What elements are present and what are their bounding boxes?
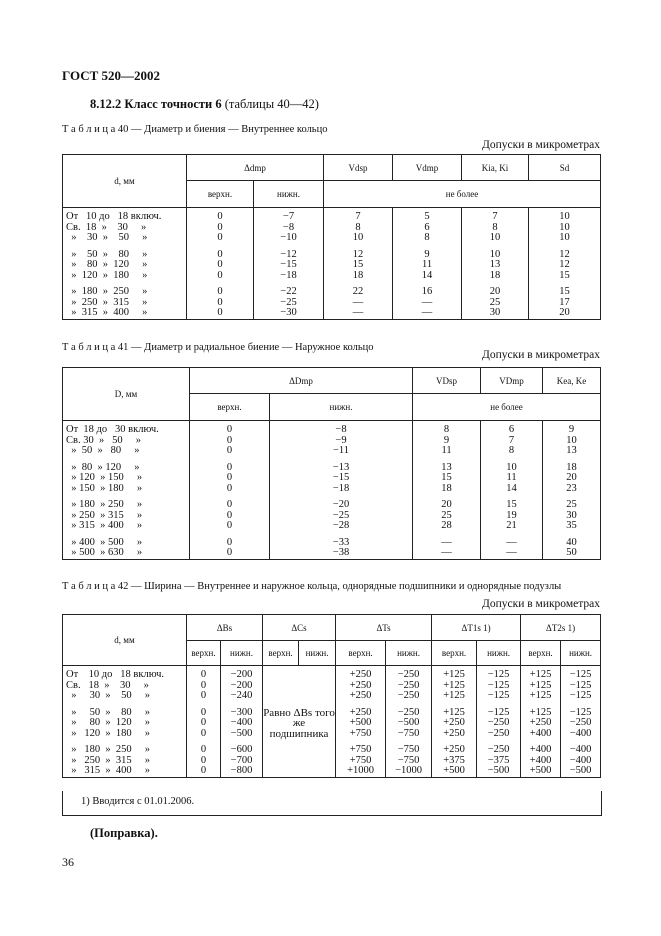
table-cell: +400 <box>521 739 561 756</box>
table-cell: −250 <box>386 666 432 681</box>
table-cell: 10 <box>529 223 601 234</box>
row-size-range: » 500 » 630 » <box>63 548 190 559</box>
row-size-range: От 10 до 18 включ. <box>63 666 187 681</box>
table-cell: −400 <box>561 756 601 767</box>
table-cell: 7 <box>481 436 543 447</box>
merged-cs-note: Равно ΔBs того же подшипника <box>263 666 336 778</box>
table-cell: −11 <box>270 446 413 457</box>
table-cell: 14 <box>481 484 543 495</box>
table-cell: −375 <box>477 756 521 767</box>
row-size-range: Св. 18 » 30 » <box>63 681 187 692</box>
table-cell: 0 <box>187 729 221 740</box>
table-cell: 16 <box>393 281 462 298</box>
table-cell: −125 <box>561 702 601 719</box>
table-cell: 0 <box>187 244 254 261</box>
table-cell: — <box>413 532 481 549</box>
table-41-tolerance-note: Допуски в микрометрах <box>482 349 600 361</box>
table-cell: +125 <box>432 691 477 702</box>
table-cell: 25 <box>543 494 601 511</box>
table-cell: −22 <box>254 281 324 298</box>
table-cell: 0 <box>187 739 221 756</box>
table-cell: 0 <box>187 308 254 319</box>
table-cell: +250 <box>336 681 386 692</box>
table-cell: −8 <box>254 223 324 234</box>
table-cell: −25 <box>270 511 413 522</box>
table-row <box>63 421 601 436</box>
table-cell: −125 <box>561 681 601 692</box>
row-size-range: » 50 » 80 » <box>63 446 190 457</box>
table-cell: +250 <box>521 718 561 729</box>
table-cell: −300 <box>221 702 263 719</box>
table-cell: 9 <box>393 244 462 261</box>
table-cell: 11 <box>393 260 462 271</box>
col-lower-header: нижн. <box>254 181 324 208</box>
table-row <box>63 244 601 261</box>
table-cell: 28 <box>413 521 481 532</box>
table-row <box>63 446 601 457</box>
table-row <box>63 208 601 223</box>
col-lower-header: нижн. <box>386 641 432 666</box>
table-row <box>63 436 601 447</box>
table-cell: −125 <box>477 681 521 692</box>
table-cell: +125 <box>521 681 561 692</box>
table-cell: 10 <box>462 244 529 261</box>
row-size-range: » 180 » 250 » <box>63 739 187 756</box>
col-lower-header: нижн. <box>477 641 521 666</box>
table-cell: −800 <box>221 766 263 777</box>
table-cell: 10 <box>529 208 601 223</box>
row-size-range: Св. 18 » 30 » <box>63 223 187 234</box>
row-size-range: » 50 » 80 » <box>63 702 187 719</box>
section-title <box>90 97 319 112</box>
table-cell: +125 <box>432 702 477 719</box>
table-cell: −18 <box>270 484 413 495</box>
col-upper-header: верхн. <box>187 181 254 208</box>
table-42 <box>62 614 601 778</box>
table-cell: −1000 <box>386 766 432 777</box>
table-cell: 20 <box>543 473 601 484</box>
row-size-range: » 315 » 400 » <box>63 308 187 319</box>
row-size-range: » 315 » 400 » <box>63 766 187 777</box>
row-size-range: » 180 » 250 » <box>63 281 187 298</box>
col-upper-header: верхн. <box>263 641 299 666</box>
table-cell: +250 <box>432 718 477 729</box>
table-cell: −250 <box>386 691 432 702</box>
table-cell: −500 <box>386 718 432 729</box>
table-cell: −125 <box>561 691 601 702</box>
col-lower-header: нижн. <box>221 641 263 666</box>
table-cell: 0 <box>187 702 221 719</box>
table-cell: 15 <box>481 494 543 511</box>
row-size-range: » 250 » 315 » <box>63 298 187 309</box>
row-size-range: » 120 » 180 » <box>63 271 187 282</box>
table-cell: 8 <box>413 421 481 436</box>
table-cell: −9 <box>270 436 413 447</box>
table-cell: 0 <box>187 208 254 223</box>
table-cell: 35 <box>543 521 601 532</box>
table-cell: −38 <box>270 548 413 559</box>
col-sd-header: Sd <box>529 155 601 181</box>
table-row <box>63 494 601 511</box>
table-cell: +750 <box>336 739 386 756</box>
table-cell: 20 <box>413 494 481 511</box>
table-cell: +1000 <box>336 766 386 777</box>
table-cell: 19 <box>481 511 543 522</box>
row-size-range: » 250 » 315 » <box>63 511 190 522</box>
table-cell: +250 <box>336 666 386 681</box>
table-cell: 8 <box>393 233 462 244</box>
col-kea-header: Kea, Ke <box>543 368 601 394</box>
row-size-range: » 80 » 120 » <box>63 457 190 474</box>
table-41 <box>62 367 601 560</box>
table-40-caption: Т а б л и ц а 40 — Диаметр и биения — Внутреннее кольцо <box>62 124 328 135</box>
table-cell: −250 <box>477 739 521 756</box>
table-cell: 8 <box>462 223 529 234</box>
col-VDmp-header: VDmp <box>481 368 543 394</box>
table-cell: 10 <box>543 436 601 447</box>
table-cell: 12 <box>529 244 601 261</box>
table-cell: −15 <box>270 473 413 484</box>
col-delta-bs-header: ΔBs <box>187 615 263 641</box>
table-cell: 11 <box>481 473 543 484</box>
table-cell: 8 <box>324 223 393 234</box>
table-cell: — <box>324 298 393 309</box>
col-upper-header: верхн. <box>187 641 221 666</box>
table-cell: −250 <box>386 681 432 692</box>
table-row <box>63 532 601 549</box>
table-cell: −25 <box>254 298 324 309</box>
table-cell: — <box>324 308 393 319</box>
col-delta-ts-header: ΔTs <box>336 615 432 641</box>
table-cell: 9 <box>543 421 601 436</box>
table-cell: 0 <box>187 271 254 282</box>
table-cell: 10 <box>462 233 529 244</box>
table-cell: +500 <box>521 766 561 777</box>
table-cell: −750 <box>386 739 432 756</box>
table-cell: 0 <box>190 548 270 559</box>
table-cell: — <box>413 548 481 559</box>
table-cell: 0 <box>190 436 270 447</box>
col-VDsp-header: VDsp <box>413 368 481 394</box>
table-cell: 6 <box>393 223 462 234</box>
row-size-range: » 30 » 50 » <box>63 691 187 702</box>
table-cell: 0 <box>190 521 270 532</box>
table-cell: −12 <box>254 244 324 261</box>
table-cell: 30 <box>462 308 529 319</box>
table-cell: 8 <box>481 446 543 457</box>
table-cell: +250 <box>336 691 386 702</box>
table-cell: 10 <box>324 233 393 244</box>
table-40-tolerance-note: Допуски в микрометрах <box>482 139 600 151</box>
table-cell: −500 <box>561 766 601 777</box>
table-cell: 20 <box>529 308 601 319</box>
table-cell: +500 <box>432 766 477 777</box>
row-size-range: » 250 » 315 » <box>63 756 187 767</box>
table-cell: 0 <box>190 446 270 457</box>
table-row <box>63 260 601 271</box>
col-lower-header: нижн. <box>270 394 413 421</box>
table-cell: — <box>481 548 543 559</box>
table-cell: −200 <box>221 681 263 692</box>
table-cell: +250 <box>432 739 477 756</box>
table-cell: −15 <box>254 260 324 271</box>
row-size-range: » 80 » 120 » <box>63 260 187 271</box>
table-cell: 12 <box>529 260 601 271</box>
col-lower-header: нижн. <box>299 641 336 666</box>
table-cell: 18 <box>462 271 529 282</box>
table-cell: +400 <box>521 756 561 767</box>
row-size-range: » 80 » 120 » <box>63 718 187 729</box>
col-upper-header: верхн. <box>336 641 386 666</box>
table-cell: 0 <box>187 756 221 767</box>
table-cell: 15 <box>324 260 393 271</box>
page-number: 36 <box>62 855 74 869</box>
correction-note: (Поправка). <box>90 826 158 840</box>
table-row <box>63 473 601 484</box>
table-cell: 0 <box>187 233 254 244</box>
table-41-caption: Т а б л и ц а 41 — Диаметр и радиальное биение — Наружное кольцо <box>62 342 374 353</box>
table-cell: 22 <box>324 281 393 298</box>
table-40 <box>62 154 601 320</box>
table-cell: 10 <box>481 457 543 474</box>
table-cell: 0 <box>187 766 221 777</box>
row-size-range: » 150 » 180 » <box>63 484 190 495</box>
table-cell: 13 <box>543 446 601 457</box>
table-cell: 0 <box>187 718 221 729</box>
col-d-header: d, мм <box>63 615 187 666</box>
table-cell: 0 <box>190 473 270 484</box>
table-cell: 0 <box>190 421 270 436</box>
table-row <box>63 271 601 282</box>
row-size-range: » 30 » 50 » <box>63 233 187 244</box>
table-cell: 10 <box>529 233 601 244</box>
col-delta-t2s-header: ΔT2s 1) <box>521 615 601 641</box>
table-cell: 0 <box>187 281 254 298</box>
table-cell: −20 <box>270 494 413 511</box>
table-row <box>63 457 601 474</box>
table-cell: +125 <box>432 666 477 681</box>
row-size-range: От 10 до 18 включ. <box>63 208 187 223</box>
table-cell: 0 <box>187 666 221 681</box>
table-cell: +250 <box>336 702 386 719</box>
col-lower-header: нижн. <box>561 641 601 666</box>
table-cell: +125 <box>432 681 477 692</box>
col-delta-t1s-header: ΔT1s 1) <box>432 615 521 641</box>
table-cell: 14 <box>393 271 462 282</box>
table-42-tolerance-note: Допуски в микрометрах <box>482 598 600 610</box>
col-kia-header: Kia, Ki <box>462 155 529 181</box>
table-cell: 30 <box>543 511 601 522</box>
table-cell: — <box>393 308 462 319</box>
section-number-title: 8.12.2 Класс точности 6 <box>90 97 222 111</box>
table-cell: +125 <box>521 666 561 681</box>
col-nomore-header: не более <box>324 181 601 208</box>
col-D-header: D, мм <box>63 368 190 421</box>
footnote-text: 1) Вводится с 01.01.2006. <box>81 796 195 807</box>
table-cell: −125 <box>477 702 521 719</box>
table-cell: 23 <box>543 484 601 495</box>
table-row <box>63 233 601 244</box>
table-cell: +125 <box>521 691 561 702</box>
table-cell: 5 <box>393 208 462 223</box>
table-cell: 17 <box>529 298 601 309</box>
col-delta-Dmp-header: ΔDmp <box>190 368 413 394</box>
table-cell: 7 <box>324 208 393 223</box>
table-cell: −10 <box>254 233 324 244</box>
table-cell: −600 <box>221 739 263 756</box>
table-cell: 0 <box>190 457 270 474</box>
col-upper-header: верхн. <box>432 641 477 666</box>
table-cell: +750 <box>336 756 386 767</box>
col-upper-header: верхн. <box>521 641 561 666</box>
table-cell: 7 <box>462 208 529 223</box>
table-row <box>63 484 601 495</box>
table-row <box>63 548 601 559</box>
table-cell: 13 <box>413 457 481 474</box>
table-cell: 15 <box>529 281 601 298</box>
table-cell: +375 <box>432 756 477 767</box>
table-cell: 0 <box>190 484 270 495</box>
table-cell: +750 <box>336 729 386 740</box>
table-cell: −250 <box>477 718 521 729</box>
table-cell: −400 <box>561 729 601 740</box>
table-cell: 11 <box>413 446 481 457</box>
row-size-range: » 180 » 250 » <box>63 494 190 511</box>
section-tables-ref: (таблицы 40—42) <box>224 97 319 111</box>
table-cell: −700 <box>221 756 263 767</box>
table-cell: −125 <box>477 691 521 702</box>
table-cell: −125 <box>477 666 521 681</box>
col-d-header: d, мм <box>63 155 187 208</box>
table-cell: 0 <box>187 260 254 271</box>
row-size-range: Св. 30 » 50 » <box>63 436 190 447</box>
table-cell: 18 <box>413 484 481 495</box>
col-delta-cs-header: ΔCs <box>263 615 336 641</box>
row-size-range: » 315 » 400 » <box>63 521 190 532</box>
table-row <box>63 511 601 522</box>
table-cell: 25 <box>462 298 529 309</box>
table-cell: 20 <box>462 281 529 298</box>
table-cell: −250 <box>477 729 521 740</box>
col-delta-dmp-header: Δdmp <box>187 155 324 181</box>
row-size-range: » 120 » 180 » <box>63 729 187 740</box>
table-cell: 0 <box>190 494 270 511</box>
table-cell: 13 <box>462 260 529 271</box>
table-cell: −400 <box>221 718 263 729</box>
table-cell: 18 <box>324 271 393 282</box>
col-nomore-header: не более <box>413 394 601 421</box>
table-cell: 12 <box>324 244 393 261</box>
table-cell: −13 <box>270 457 413 474</box>
table-row <box>63 666 601 681</box>
table-42-footnote <box>62 791 602 816</box>
table-cell: 21 <box>481 521 543 532</box>
table-row <box>63 521 601 532</box>
col-upper-header: верхн. <box>190 394 270 421</box>
table-row <box>63 281 601 298</box>
table-cell: 18 <box>543 457 601 474</box>
table-cell: −28 <box>270 521 413 532</box>
table-cell: −750 <box>386 756 432 767</box>
table-cell: −500 <box>477 766 521 777</box>
table-cell: +125 <box>521 702 561 719</box>
table-cell: 0 <box>187 691 221 702</box>
table-cell: +250 <box>432 729 477 740</box>
table-cell: 15 <box>413 473 481 484</box>
table-cell: −500 <box>221 729 263 740</box>
table-cell: 25 <box>413 511 481 522</box>
table-cell: 9 <box>413 436 481 447</box>
table-cell: −33 <box>270 532 413 549</box>
table-cell: 6 <box>481 421 543 436</box>
table-cell: −7 <box>254 208 324 223</box>
table-cell: +400 <box>521 729 561 740</box>
document-header: ГОСТ 520—2002 <box>62 68 161 83</box>
table-cell: −250 <box>561 718 601 729</box>
table-cell: −750 <box>386 729 432 740</box>
table-cell: −250 <box>386 702 432 719</box>
row-size-range: » 120 » 150 » <box>63 473 190 484</box>
row-size-range: » 400 » 500 » <box>63 532 190 549</box>
table-cell: 40 <box>543 532 601 549</box>
col-vdmp-header: Vdmp <box>393 155 462 181</box>
table-cell: 0 <box>187 298 254 309</box>
table-cell: −18 <box>254 271 324 282</box>
table-cell: −8 <box>270 421 413 436</box>
row-size-range: От 18 до 30 включ. <box>63 421 190 436</box>
table-cell: 0 <box>187 223 254 234</box>
table-cell: +500 <box>336 718 386 729</box>
table-cell: −400 <box>561 739 601 756</box>
row-size-range: » 50 » 80 » <box>63 244 187 261</box>
table-42-caption: Т а б л и ц а 42 — Ширина — Внутреннее и наружное кольца, однорядные подшипники и однорядные подузлы <box>62 581 562 592</box>
table-cell: — <box>481 532 543 549</box>
table-cell: −30 <box>254 308 324 319</box>
table-cell: 0 <box>190 532 270 549</box>
table-cell: 0 <box>187 681 221 692</box>
table-cell: −200 <box>221 666 263 681</box>
table-cell: 0 <box>190 511 270 522</box>
table-cell: −240 <box>221 691 263 702</box>
col-vdsp-header: Vdsp <box>324 155 393 181</box>
table-row <box>63 308 601 319</box>
table-cell: — <box>393 298 462 309</box>
table-cell: 50 <box>543 548 601 559</box>
table-cell: −125 <box>561 666 601 681</box>
table-cell: 15 <box>529 271 601 282</box>
